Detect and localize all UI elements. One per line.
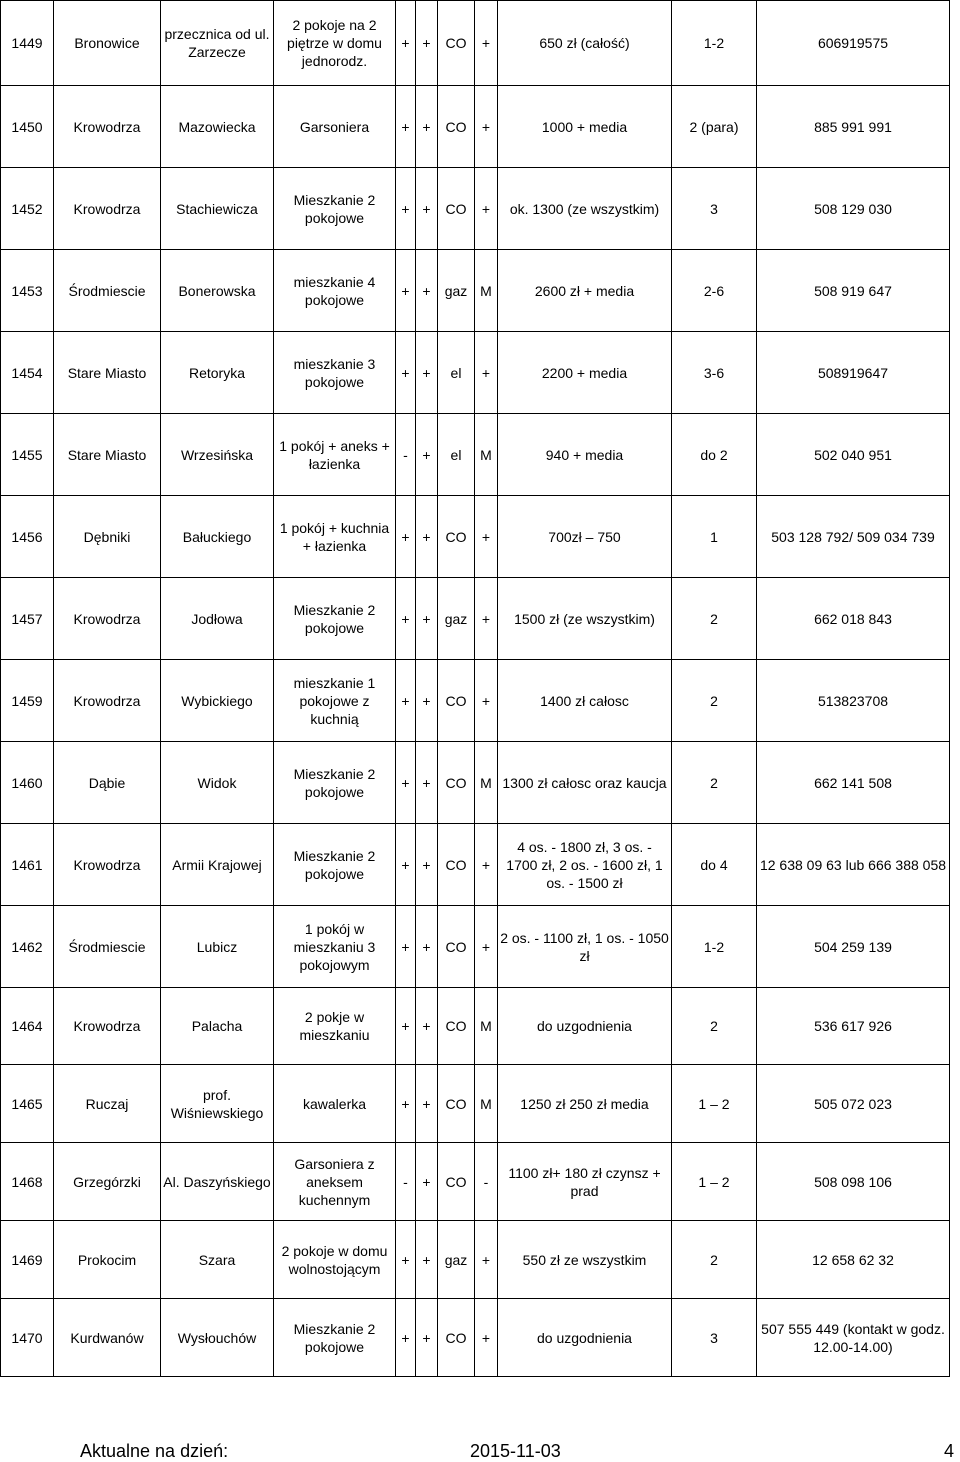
- cell-col-c: M: [475, 414, 498, 496]
- cell-col-b: +: [416, 1, 438, 86]
- cell-street: Jodłowa: [161, 578, 274, 660]
- cell-district: Grzegórzki: [54, 1143, 161, 1221]
- cell-phone: 508919647: [757, 332, 950, 414]
- cell-persons: 2: [672, 578, 757, 660]
- cell-col-c: +: [475, 332, 498, 414]
- cell-price: 700zł – 750: [498, 496, 672, 578]
- cell-col-b: +: [416, 1143, 438, 1221]
- cell-heating: CO: [438, 988, 475, 1065]
- cell-col-b: +: [416, 250, 438, 332]
- table-row: [1, 414, 950, 496]
- cell-phone: 503 128 792/ 509 034 739: [757, 496, 950, 578]
- cell-street: Mazowiecka: [161, 86, 274, 168]
- table-row: [1, 1, 950, 86]
- cell-street: Szara: [161, 1221, 274, 1299]
- cell-col-a: -: [396, 1143, 416, 1221]
- cell-col-a: -: [396, 414, 416, 496]
- cell-phone: 508 919 647: [757, 250, 950, 332]
- cell-room-description: 2 pokoje na 2 piętrze w domu jednorodz.: [274, 1, 396, 86]
- footer-date: 2015-11-03: [470, 1441, 561, 1461]
- cell-col-b: +: [416, 414, 438, 496]
- cell-room-description: Mieszkanie 2 pokojowe: [274, 824, 396, 906]
- cell-heating: CO: [438, 906, 475, 988]
- cell-street: Palacha: [161, 988, 274, 1065]
- cell-price: 650 zł (całość): [498, 1, 672, 86]
- cell-heating: gaz: [438, 250, 475, 332]
- cell-col-c: M: [475, 988, 498, 1065]
- cell-listing-id: 1462: [1, 906, 54, 988]
- cell-col-b: +: [416, 742, 438, 824]
- cell-col-c: +: [475, 1, 498, 86]
- cell-room-description: Mieszkanie 2 pokojowe: [274, 578, 396, 660]
- cell-room-description: 1 pokój + kuchnia + łazienka: [274, 496, 396, 578]
- cell-listing-id: 1456: [1, 496, 54, 578]
- cell-persons: 2-6: [672, 250, 757, 332]
- cell-col-a: +: [396, 1065, 416, 1143]
- cell-col-a: +: [396, 496, 416, 578]
- cell-phone: 536 617 926: [757, 988, 950, 1065]
- footer-label: Aktualne na dzień:: [80, 1441, 229, 1461]
- cell-district: Stare Miasto: [54, 332, 161, 414]
- cell-phone: 662 018 843: [757, 578, 950, 660]
- cell-street: przecznica od ul. Zarzecze: [161, 1, 274, 86]
- cell-col-b: +: [416, 86, 438, 168]
- cell-heating: CO: [438, 1299, 475, 1377]
- cell-col-c: M: [475, 1065, 498, 1143]
- cell-room-description: Garsoniera z aneksem kuchennym: [274, 1143, 396, 1221]
- cell-listing-id: 1464: [1, 988, 54, 1065]
- cell-col-a: +: [396, 1, 416, 86]
- cell-phone: 513823708: [757, 660, 950, 742]
- cell-room-description: 2 pokoje w domu wolnostojącym: [274, 1221, 396, 1299]
- table-row: [1, 578, 950, 660]
- cell-phone: 507 555 449 (kontakt w godz. 12.00-14.00): [757, 1299, 950, 1377]
- cell-col-a: +: [396, 906, 416, 988]
- cell-price: 1300 zł całosc oraz kaucja: [498, 742, 672, 824]
- cell-phone: 885 991 991: [757, 86, 950, 168]
- cell-col-a: +: [396, 86, 416, 168]
- cell-district: Krowodrza: [54, 988, 161, 1065]
- cell-room-description: kawalerka: [274, 1065, 396, 1143]
- cell-listing-id: 1453: [1, 250, 54, 332]
- table-row: [1, 496, 950, 578]
- cell-col-c: M: [475, 742, 498, 824]
- cell-district: Krowodrza: [54, 660, 161, 742]
- cell-room-description: 1 pokój w mieszkaniu 3 pokojowym: [274, 906, 396, 988]
- table-row: [1, 168, 950, 250]
- cell-room-description: Mieszkanie 2 pokojowe: [274, 168, 396, 250]
- cell-heating: CO: [438, 824, 475, 906]
- table-row: [1, 1143, 950, 1221]
- cell-listing-id: 1465: [1, 1065, 54, 1143]
- cell-phone: 504 259 139: [757, 906, 950, 988]
- cell-street: Bonerowska: [161, 250, 274, 332]
- cell-col-b: +: [416, 988, 438, 1065]
- cell-district: Kurdwanów: [54, 1299, 161, 1377]
- cell-listing-id: 1469: [1, 1221, 54, 1299]
- table-row: [1, 1299, 950, 1377]
- cell-col-c: M: [475, 250, 498, 332]
- cell-price: 4 os. - 1800 zł, 3 os. - 1700 zł, 2 os. - 1600 zł, 1 os. - 1500 zł: [498, 824, 672, 906]
- cell-phone: 606919575: [757, 1, 950, 86]
- cell-heating: CO: [438, 742, 475, 824]
- cell-col-c: +: [475, 1299, 498, 1377]
- cell-price: ok. 1300 (ze wszystkim): [498, 168, 672, 250]
- cell-col-b: +: [416, 496, 438, 578]
- cell-col-c: -: [475, 1143, 498, 1221]
- cell-col-b: +: [416, 906, 438, 988]
- cell-heating: gaz: [438, 578, 475, 660]
- cell-heating: el: [438, 414, 475, 496]
- cell-price: 1400 zł całosc: [498, 660, 672, 742]
- cell-district: Krowodrza: [54, 824, 161, 906]
- cell-col-c: +: [475, 660, 498, 742]
- cell-price: do uzgodnienia: [498, 988, 672, 1065]
- cell-persons: 2 (para): [672, 86, 757, 168]
- cell-heating: el: [438, 332, 475, 414]
- cell-col-b: +: [416, 1065, 438, 1143]
- cell-col-a: +: [396, 660, 416, 742]
- listing-rows: [1, 1, 950, 1377]
- table-row: [1, 742, 950, 824]
- cell-heating: CO: [438, 496, 475, 578]
- cell-persons: 1 – 2: [672, 1143, 757, 1221]
- table-row: [1, 988, 950, 1065]
- table-row: [1, 1221, 950, 1299]
- cell-phone: 508 129 030: [757, 168, 950, 250]
- cell-col-c: +: [475, 1221, 498, 1299]
- cell-room-description: mieszkanie 3 pokojowe: [274, 332, 396, 414]
- cell-col-a: +: [396, 1221, 416, 1299]
- page-number: 4: [944, 1441, 955, 1461]
- cell-heating: CO: [438, 86, 475, 168]
- cell-col-b: +: [416, 578, 438, 660]
- cell-col-a: +: [396, 824, 416, 906]
- cell-phone: 502 040 951: [757, 414, 950, 496]
- cell-col-a: +: [396, 742, 416, 824]
- table-row: [1, 1065, 950, 1143]
- cell-price: 1500 zł (ze wszystkim): [498, 578, 672, 660]
- cell-district: Ruczaj: [54, 1065, 161, 1143]
- cell-district: Środmiescie: [54, 250, 161, 332]
- table-row: [1, 332, 950, 414]
- cell-street: Wybickiego: [161, 660, 274, 742]
- cell-street: Stachiewicza: [161, 168, 274, 250]
- cell-col-a: +: [396, 578, 416, 660]
- cell-room-description: Mieszkanie 2 pokojowe: [274, 1299, 396, 1377]
- cell-phone: 12 638 09 63 lub 666 388 058: [757, 824, 950, 906]
- table-row: [1, 660, 950, 742]
- cell-price: 1000 + media: [498, 86, 672, 168]
- cell-phone: 508 098 106: [757, 1143, 950, 1221]
- cell-district: Krowodrza: [54, 86, 161, 168]
- cell-col-b: +: [416, 1221, 438, 1299]
- cell-district: Środmiescie: [54, 906, 161, 988]
- cell-persons: do 4: [672, 824, 757, 906]
- cell-col-c: +: [475, 496, 498, 578]
- cell-street: prof. Wiśniewskiego: [161, 1065, 274, 1143]
- cell-col-c: +: [475, 824, 498, 906]
- cell-col-c: +: [475, 578, 498, 660]
- cell-listing-id: 1449: [1, 1, 54, 86]
- cell-listing-id: 1452: [1, 168, 54, 250]
- cell-price: 2 os. - 1100 zł, 1 os. - 1050 zł: [498, 906, 672, 988]
- cell-heating: CO: [438, 168, 475, 250]
- cell-listing-id: 1470: [1, 1299, 54, 1377]
- cell-price: 2600 zł + media: [498, 250, 672, 332]
- cell-phone: 12 658 62 32: [757, 1221, 950, 1299]
- cell-district: Stare Miasto: [54, 414, 161, 496]
- cell-district: Prokocim: [54, 1221, 161, 1299]
- cell-listing-id: 1450: [1, 86, 54, 168]
- cell-col-b: +: [416, 1299, 438, 1377]
- cell-persons: 3: [672, 168, 757, 250]
- cell-listing-id: 1468: [1, 1143, 54, 1221]
- cell-heating: CO: [438, 1143, 475, 1221]
- cell-room-description: Garsoniera: [274, 86, 396, 168]
- cell-persons: 3-6: [672, 332, 757, 414]
- cell-listing-id: 1461: [1, 824, 54, 906]
- cell-heating: CO: [438, 1, 475, 86]
- cell-persons: do 2: [672, 414, 757, 496]
- cell-district: Dąbie: [54, 742, 161, 824]
- cell-street: Al. Daszyńskiego: [161, 1143, 274, 1221]
- cell-persons: 1: [672, 496, 757, 578]
- cell-col-a: +: [396, 168, 416, 250]
- cell-street: Widok: [161, 742, 274, 824]
- cell-col-b: +: [416, 660, 438, 742]
- cell-listing-id: 1460: [1, 742, 54, 824]
- cell-price: do uzgodnienia: [498, 1299, 672, 1377]
- cell-street: Wrzesińska: [161, 414, 274, 496]
- cell-listing-id: 1459: [1, 660, 54, 742]
- cell-street: Lubicz: [161, 906, 274, 988]
- cell-room-description: 1 pokój + aneks + łazienka: [274, 414, 396, 496]
- cell-district: Krowodrza: [54, 578, 161, 660]
- cell-col-a: +: [396, 332, 416, 414]
- cell-listing-id: 1455: [1, 414, 54, 496]
- cell-room-description: mieszkanie 4 pokojowe: [274, 250, 396, 332]
- cell-street: Wysłouchów: [161, 1299, 274, 1377]
- cell-col-b: +: [416, 168, 438, 250]
- cell-persons: 2: [672, 988, 757, 1065]
- cell-district: Dębniki: [54, 496, 161, 578]
- cell-persons: 2: [672, 1221, 757, 1299]
- cell-price: 940 + media: [498, 414, 672, 496]
- cell-heating: CO: [438, 1065, 475, 1143]
- cell-room-description: 2 pokje w mieszkaniu: [274, 988, 396, 1065]
- cell-phone: 505 072 023: [757, 1065, 950, 1143]
- cell-room-description: Mieszkanie 2 pokojowe: [274, 742, 396, 824]
- cell-persons: 2: [672, 660, 757, 742]
- cell-col-c: +: [475, 168, 498, 250]
- page-footer: [0, 1441, 960, 1461]
- cell-persons: 1-2: [672, 906, 757, 988]
- cell-phone: 662 141 508: [757, 742, 950, 824]
- cell-listing-id: 1457: [1, 578, 54, 660]
- cell-price: 550 zł ze wszystkim: [498, 1221, 672, 1299]
- cell-room-description: mieszkanie 1 pokojowe z kuchnią: [274, 660, 396, 742]
- cell-street: Retoryka: [161, 332, 274, 414]
- table-row: [1, 250, 950, 332]
- cell-persons: 1-2: [672, 1, 757, 86]
- cell-listing-id: 1454: [1, 332, 54, 414]
- cell-persons: 2: [672, 742, 757, 824]
- cell-street: Armii Krajowej: [161, 824, 274, 906]
- cell-heating: gaz: [438, 1221, 475, 1299]
- cell-price: 1250 zł 250 zł media: [498, 1065, 672, 1143]
- cell-street: Bałuckiego: [161, 496, 274, 578]
- cell-col-a: +: [396, 1299, 416, 1377]
- table-row: [1, 86, 950, 168]
- table-row: [1, 824, 950, 906]
- table-row: [1, 906, 950, 988]
- cell-price: 2200 + media: [498, 332, 672, 414]
- cell-col-c: +: [475, 86, 498, 168]
- cell-persons: 3: [672, 1299, 757, 1377]
- cell-price: 1100 zł+ 180 zł czynsz + prad: [498, 1143, 672, 1221]
- cell-col-a: +: [396, 250, 416, 332]
- cell-district: Bronowice: [54, 1, 161, 86]
- cell-district: Krowodrza: [54, 168, 161, 250]
- cell-col-a: +: [396, 988, 416, 1065]
- cell-col-c: +: [475, 906, 498, 988]
- cell-heating: CO: [438, 660, 475, 742]
- cell-col-b: +: [416, 332, 438, 414]
- cell-persons: 1 – 2: [672, 1065, 757, 1143]
- cell-col-b: +: [416, 824, 438, 906]
